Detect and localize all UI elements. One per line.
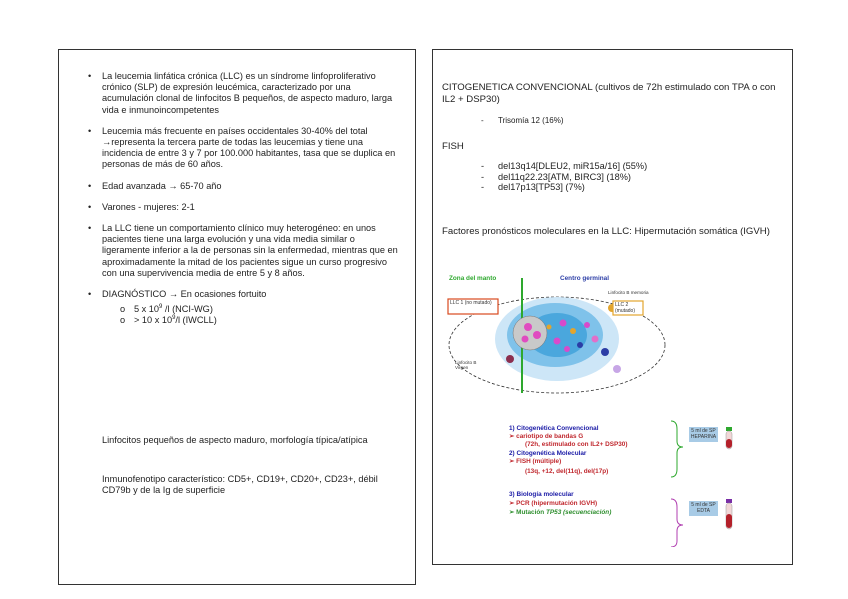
bullet-dot: • [88,223,92,234]
fish-list [481,161,647,193]
sub-bullet-item [102,315,398,326]
tube2-label: 5 ml de SP EDTA [689,501,718,516]
bullet-dot: • [88,289,92,300]
sub-bullet-text: > 10 x 10 [134,315,173,326]
method2-line-b: (13q, +12, del(11q), del(17p) [525,468,609,475]
sub-bullet-text: /l (NCI-WG) [162,304,213,315]
fish-item [481,161,647,172]
centro-germinal-label: Centro germinal [560,275,610,282]
tube1-label: 5 ml de SP HEPARINA [689,427,718,442]
bullet-item [88,202,398,213]
arrow-glyph: ➢ [509,458,515,465]
method3-line-b [509,509,611,516]
method3-b-suffix: (secuenciación) [561,509,612,516]
sub-bullet-sup: 9 [159,304,163,311]
bullet-text: Varones - mujeres: 2-1 [102,201,195,212]
sub-bullet-item [102,304,398,315]
trisomia-list [481,116,564,127]
method3-line-a [509,500,597,507]
left-slide [58,49,416,585]
dash-glyph: - [481,116,484,125]
linfocito-virgen-label: Linfocito B Virgen [455,360,477,370]
bullet-text: DIAGNÓSTICO → En ocasiones fortuito [102,289,267,300]
fish-text: del13q14[DLEU2, miR15a/16] (55%) [498,161,648,171]
bullet-item [88,181,398,192]
sub-bullet-circle: o [120,304,126,315]
method1-title: 1) Citogenética Convencional [509,425,599,432]
right-slide [432,49,793,565]
morphology-paragraph: Linfocitos pequeños de aspecto maduro, morfología típica/atípica [102,435,368,445]
bullet-item [88,289,398,327]
sub-bullet-text: 5 x 10 [134,304,160,315]
llc2-label: LLC 2 (mutado) [615,302,636,314]
trisomia-text: Trisomía 12 (16%) [498,116,564,125]
bullet-dot: • [88,71,92,81]
method3-b-gene: TP53 [545,509,562,516]
trisomia-item [481,116,564,127]
method1-line-a [509,433,583,440]
bullet-item [88,71,398,116]
arrow-glyph: ➢ [509,500,515,507]
bullet-dot: • [88,201,92,212]
factores-heading: Factores pronósticos moleculares en la LLC: Hipermutación somática (IGVH) [442,226,770,237]
bullet-text: La leucemia linfática crónica (LLC) es un síndrome linfoproliferativo crónico (SLP) de expresión leucémica, caracterizado por una acumulación clonal de linfocitos B pequeños, de aspecto maduro, larga vida e inmunoincompetentes [102,71,393,115]
immunophenotype-paragraph: Inmunofenotipo característico: CD5+, CD19+, CD20+, CD23+, débil CD79b y de la Ig de superficie [102,474,378,496]
dash-glyph: - [481,161,485,171]
fish-text: del17p13[TP53] (7%) [498,182,585,192]
arrow-glyph: ➢ [509,509,515,516]
sub-bullet-list [102,304,398,326]
sub-bullet-sup: 9 [172,315,176,322]
bullet-text: Edad avanzada → 65-70 año [102,180,222,191]
dash-glyph: - [481,182,485,192]
bullet-dot: • [88,180,92,191]
sub-bullet-circle: o [120,315,126,326]
bullet-text: La LLC tiene un comportamiento clínico muy heterogéneo: en unos pacientes tiene una larga evolución y una vida media similar o ligeramente inferior a la de personas sin la enfermedad, mientras que en aproximadamente la mitad de los pacientes sigue un curso progresivo con una supervivencia media de entre 5 y 8 años. [102,223,398,278]
bullet-text: Leucemia más frecuente en países occidentales 30-40% del total →representa la tercera parte de todas las leucemias y tiene una incidencia de entre 3 y 7 por 100.000 habitantes, tasa que se duplica en personas de más de 60 años. [102,125,396,170]
sub-bullet-text: /l (IWCLL) [175,315,217,326]
arrow-glyph: ➢ [509,433,515,440]
method1-a-text: cariotipo de bandas G [516,433,584,440]
fish-heading: FISH [442,141,464,152]
method2-title: 2) Citogenética Molecular [509,450,587,457]
fish-text: del11q22.23[ATM, BIRC3] (18%) [498,171,631,182]
bullet-dot: • [88,125,92,136]
method3-b-prefix: Mutación [516,509,546,516]
zona-manto-label: Zona del manto [449,275,497,282]
bullet-item [88,223,398,279]
method2-a-text: FISH (múltiple) [516,458,562,465]
citogenetica-heading: CITOGENETICA CONVENCIONAL (cultivos de 72h estimulado con TPA o con IL2 + DSP30) [442,82,776,105]
llc1-label: LLC 1 (no mutado) [450,300,492,306]
fish-item [481,182,647,193]
linfocito-memoria-label: Linfocito B memoria [608,290,649,295]
method2-line-a [509,458,561,465]
bullet-list [88,71,398,337]
method3-a-text: PCR (hipermutación IGVH) [516,500,598,507]
fish-item [481,172,647,183]
method1-line-b: (72h, estimulado con IL2+ DSP30) [525,441,628,448]
method3-title: 3) Biología molecular [509,491,574,498]
dash-glyph: - [481,171,485,182]
bullet-item [88,126,398,171]
germinal-center-diagram [445,273,675,397]
